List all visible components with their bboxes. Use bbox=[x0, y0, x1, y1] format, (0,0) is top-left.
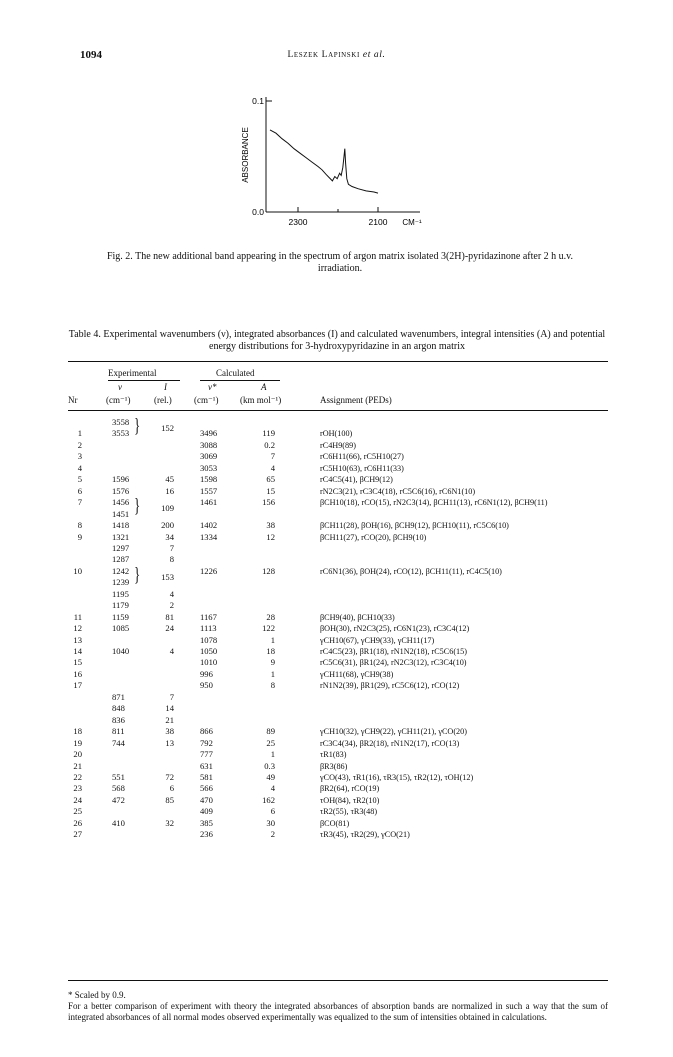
header-experimental-rule bbox=[108, 380, 180, 381]
cell-ca: 2 bbox=[270, 829, 275, 840]
table-row bbox=[68, 612, 608, 623]
cell-as: γCH10(67), γCH9(33), γCH11(17) bbox=[320, 635, 435, 645]
cell-ei: 7 bbox=[169, 691, 174, 702]
table-bottom-rule bbox=[68, 980, 608, 981]
table-row bbox=[68, 497, 608, 508]
cell-as: βR2(64), rCO(19) bbox=[320, 784, 380, 794]
header-unit-km: (km mol⁻¹) bbox=[240, 395, 282, 405]
cell-ev: 1596 bbox=[112, 474, 130, 485]
cell-ei: 21 bbox=[165, 714, 174, 725]
cell-cv: 236 bbox=[200, 829, 213, 840]
merge-brace: } bbox=[134, 413, 141, 437]
header-calculated-rule bbox=[200, 380, 280, 381]
cell-ev: 1195 bbox=[112, 588, 129, 599]
cell-ev: 1321 bbox=[112, 531, 130, 542]
cell-ca: 156 bbox=[262, 497, 275, 508]
header-i: I bbox=[164, 382, 167, 392]
cell-ca: 4 bbox=[270, 783, 275, 794]
cell-ca: 1 bbox=[270, 634, 275, 645]
table-row bbox=[68, 680, 608, 691]
cell-as: rC4H9(89) bbox=[320, 440, 356, 450]
cell-cv: 1010 bbox=[200, 657, 218, 668]
cell-cv: 409 bbox=[200, 806, 213, 817]
cell-ev: 811 bbox=[112, 726, 125, 737]
table-row bbox=[68, 761, 608, 772]
cell-nr: 8 bbox=[77, 520, 82, 531]
merge-brace: } bbox=[134, 562, 141, 586]
spectrum-series-line bbox=[270, 130, 378, 193]
cell-as: rOH(100) bbox=[320, 429, 353, 439]
cell-as: βCH9(40), βCH10(33) bbox=[320, 612, 395, 622]
cell-ev: 3558 bbox=[112, 417, 130, 427]
cell-cv: 385 bbox=[200, 817, 213, 828]
table-row bbox=[68, 474, 608, 485]
cell-nr: 26 bbox=[73, 817, 82, 828]
cell-ca: 25 bbox=[266, 737, 275, 748]
x-tick-label-2300: 2300 bbox=[288, 217, 308, 227]
cell-nr: 9 bbox=[77, 531, 82, 542]
y-bottom-label: 0.0 bbox=[252, 207, 264, 217]
cell-as: τR2(55), τR3(48) bbox=[320, 807, 378, 817]
cell-ev: 1040 bbox=[112, 646, 130, 656]
absorbance-spectrum bbox=[230, 87, 450, 247]
cell-ei: 7 bbox=[169, 542, 174, 553]
y-top-label: 0.1 bbox=[252, 96, 264, 106]
cell-ca: 9 bbox=[270, 657, 275, 668]
cell-as: rC4C5(41), βCH9(12) bbox=[320, 475, 393, 485]
cell-nr: 16 bbox=[73, 668, 82, 679]
cell-ei: 4 bbox=[169, 646, 174, 656]
table-row bbox=[68, 772, 608, 783]
table-row bbox=[68, 646, 608, 657]
cell-ev: 1297 bbox=[112, 542, 130, 553]
table-row bbox=[68, 577, 608, 588]
table-row bbox=[68, 726, 608, 737]
running-head bbox=[0, 50, 673, 60]
cell-nr: 15 bbox=[73, 657, 82, 668]
table-row bbox=[68, 451, 608, 462]
running-head-etal: et al. bbox=[362, 50, 386, 60]
cell-ca: 38 bbox=[266, 520, 275, 531]
merged-intensity: 153 bbox=[161, 571, 174, 582]
cell-cv: 3053 bbox=[200, 462, 218, 473]
cell-as: γCH11(68), γCH9(38) bbox=[320, 669, 394, 679]
cell-ei: 13 bbox=[165, 737, 174, 748]
cell-cv: 470 bbox=[200, 794, 213, 805]
cell-nr: 6 bbox=[77, 485, 82, 496]
header-unit-cm: (cm⁻¹) bbox=[106, 395, 131, 405]
header-calculated: Calculated bbox=[216, 368, 255, 378]
table-row bbox=[68, 520, 608, 531]
cell-ev: 836 bbox=[112, 714, 125, 725]
cell-cv: 3496 bbox=[200, 428, 218, 439]
cell-ev: 1576 bbox=[112, 485, 130, 496]
cell-nr: 11 bbox=[73, 611, 82, 622]
page-number: 1094 bbox=[80, 49, 102, 61]
cell-ca: 12 bbox=[266, 531, 275, 542]
cell-cv: 1598 bbox=[200, 474, 218, 485]
cell-ca: 162 bbox=[262, 794, 275, 805]
cell-nr: 21 bbox=[73, 760, 82, 771]
table-row bbox=[68, 795, 608, 806]
cell-ca: 128 bbox=[262, 565, 275, 576]
merged-intensity: 152 bbox=[161, 422, 174, 433]
cell-ei: 14 bbox=[165, 703, 174, 714]
table-row bbox=[68, 623, 608, 634]
cell-cv: 1402 bbox=[200, 520, 218, 531]
cell-cv: 1113 bbox=[200, 623, 217, 634]
cell-ei: 81 bbox=[165, 611, 174, 622]
cell-ca: 49 bbox=[266, 771, 275, 782]
cell-ev: 744 bbox=[112, 737, 125, 748]
table-footnotes bbox=[68, 990, 608, 1023]
cell-as: βCO(81) bbox=[320, 818, 350, 828]
table-row bbox=[68, 692, 608, 703]
cell-nr: 14 bbox=[73, 646, 82, 656]
figure-caption: Fig. 2. The new additional band appearing in the spectrum of argon matrix isolated 3(2H)-pyridazinone after 2 h u.v. irradiation. bbox=[106, 251, 574, 274]
cell-nr: 7 bbox=[77, 497, 82, 508]
cell-cv: 631 bbox=[200, 760, 213, 771]
cell-ei: 6 bbox=[169, 783, 174, 794]
cell-nr: 13 bbox=[73, 634, 82, 645]
cell-nr: 23 bbox=[73, 783, 82, 794]
table-row bbox=[68, 703, 608, 714]
table-row bbox=[68, 463, 608, 474]
table-row bbox=[68, 428, 608, 439]
cell-ev: 551 bbox=[112, 771, 125, 782]
header-nu: ν bbox=[118, 382, 122, 392]
cell-ev: 1456 bbox=[112, 497, 130, 508]
cell-ca: 0.3 bbox=[264, 760, 275, 771]
table-row bbox=[68, 715, 608, 726]
cell-as: γCH10(32), γCH9(22), γCH11(21), γCO(20) bbox=[320, 727, 467, 737]
table-caption: Table 4. Experimental wavenumbers (ν), integrated absorbances (I) and calculated wavenumbers, integral intensities (A) and potential energy distributions for 3-hydroxypyridazine in an argon matrix bbox=[68, 329, 606, 352]
cell-ca: 4 bbox=[270, 462, 275, 473]
table-row bbox=[68, 600, 608, 611]
cell-as: rN2C3(21), rC3C4(18), rC5C6(16), rC6N1(10) bbox=[320, 486, 476, 496]
cell-ca: 119 bbox=[262, 428, 275, 439]
cell-ei: 2 bbox=[169, 600, 174, 611]
cell-ev: 848 bbox=[112, 703, 125, 714]
cell-as: rC5H10(63), rC6H11(33) bbox=[320, 463, 404, 473]
footnote-scaled: * Scaled by 0.9. bbox=[68, 990, 126, 1000]
cell-ca: 18 bbox=[266, 646, 275, 656]
table-row bbox=[68, 806, 608, 817]
cell-ca: 0.2 bbox=[264, 439, 275, 450]
cell-ca: 15 bbox=[266, 485, 275, 496]
cell-cv: 1078 bbox=[200, 634, 218, 645]
table-row bbox=[68, 486, 608, 497]
cell-as: βCH10(18), rCO(15), rN2C3(14), βCH11(13), rC6N1(12), βCH9(11) bbox=[320, 498, 548, 508]
cell-nr: 25 bbox=[73, 806, 82, 817]
cell-as: τOH(84), τR2(10) bbox=[320, 795, 380, 805]
table-row bbox=[68, 589, 608, 600]
cell-ca: 122 bbox=[262, 623, 275, 634]
cell-nr: 5 bbox=[77, 474, 82, 485]
cell-ev: 1418 bbox=[112, 520, 130, 531]
cell-ev: 410 bbox=[112, 817, 125, 828]
cell-ev: 3553 bbox=[112, 428, 130, 439]
cell-ei: 85 bbox=[165, 794, 174, 805]
cell-cv: 1050 bbox=[200, 646, 218, 656]
cell-ei: 4 bbox=[169, 588, 174, 599]
x-unit-label: CM⁻¹ bbox=[402, 218, 422, 227]
cell-nr: 24 bbox=[73, 794, 82, 805]
cell-as: rC3C4(34), βR2(18), rN1N2(17), rCO(13) bbox=[320, 738, 460, 748]
cell-nr: 2 bbox=[77, 439, 82, 450]
table-row bbox=[68, 543, 608, 554]
cell-nr: 27 bbox=[73, 829, 82, 840]
cell-cv: 1557 bbox=[200, 485, 218, 496]
cell-cv: 866 bbox=[200, 726, 213, 737]
table-row bbox=[68, 829, 608, 840]
table-row bbox=[68, 554, 608, 565]
cell-cv: 581 bbox=[200, 771, 213, 782]
cell-cv: 1334 bbox=[200, 531, 218, 542]
cell-ei: 8 bbox=[169, 554, 174, 565]
cell-nr: 19 bbox=[73, 737, 82, 748]
cell-nr: 3 bbox=[77, 451, 82, 462]
cell-as: βCH11(28), βOH(16), βCH9(12), βCH10(11), rC5C6(10) bbox=[320, 521, 509, 531]
cell-ca: 6 bbox=[270, 806, 275, 817]
header-unit-cm-calc: (cm⁻¹) bbox=[194, 395, 219, 405]
cell-nr: 22 bbox=[73, 771, 82, 782]
cell-as: βCH11(27), rCO(20), βCH9(10) bbox=[320, 532, 427, 542]
cell-ca: 28 bbox=[266, 611, 275, 622]
cell-ei: 16 bbox=[165, 485, 174, 496]
cell-cv: 3088 bbox=[200, 439, 218, 450]
cell-ca: 1 bbox=[270, 668, 275, 679]
cell-ca: 8 bbox=[270, 680, 275, 691]
cell-as: τR1(83) bbox=[320, 750, 347, 760]
table-row bbox=[68, 440, 608, 451]
cell-ei: 24 bbox=[165, 623, 174, 634]
running-head-author: Leszek Lapinski bbox=[287, 50, 360, 60]
cell-as: rC6N1(36), βOH(24), rCO(12), βCH11(11), rC4C5(10) bbox=[320, 566, 502, 576]
x-tick-label-2100: 2100 bbox=[368, 217, 388, 227]
cell-ev: 1242 bbox=[112, 565, 130, 576]
cell-ca: 1 bbox=[270, 749, 275, 760]
cell-ev: 1085 bbox=[112, 623, 130, 634]
merged-intensity: 109 bbox=[161, 502, 174, 513]
table-row bbox=[68, 509, 608, 520]
cell-cv: 1461 bbox=[200, 497, 218, 508]
cell-nr: 4 bbox=[77, 462, 82, 473]
table-row bbox=[68, 738, 608, 749]
table-top-rule bbox=[68, 361, 608, 362]
cell-cv: 950 bbox=[200, 680, 213, 691]
cell-nr: 17 bbox=[73, 680, 82, 691]
cell-nr: 10 bbox=[73, 565, 82, 576]
cell-cv: 777 bbox=[200, 749, 213, 760]
cell-ca: 30 bbox=[266, 817, 275, 828]
cell-ev: 1159 bbox=[112, 611, 129, 622]
cell-ei: 34 bbox=[165, 531, 174, 542]
cell-ei: 200 bbox=[161, 520, 174, 531]
cell-ei: 38 bbox=[165, 726, 174, 737]
cell-cv: 566 bbox=[200, 783, 213, 794]
header-assignment: Assignment (PEDs) bbox=[320, 395, 392, 405]
table-row bbox=[68, 669, 608, 680]
header-experimental: Experimental bbox=[108, 368, 157, 378]
cell-ev: 1451 bbox=[112, 508, 130, 519]
cell-ev: 1287 bbox=[112, 554, 130, 565]
header-nu-star: ν* bbox=[208, 382, 217, 392]
cell-ev: 1239 bbox=[112, 577, 130, 588]
table-row bbox=[68, 818, 608, 829]
cell-nr: 12 bbox=[73, 623, 82, 634]
table-row bbox=[68, 566, 608, 577]
cell-as: βR3(86) bbox=[320, 761, 348, 771]
cell-ei: 45 bbox=[165, 474, 174, 485]
cell-ev: 568 bbox=[112, 783, 125, 794]
cell-cv: 3069 bbox=[200, 451, 218, 462]
table-row bbox=[68, 635, 608, 646]
table-row bbox=[68, 417, 608, 428]
cell-as: rN1N2(39), βR1(29), rC5C6(12), rCO(12) bbox=[320, 681, 460, 691]
cell-ca: 65 bbox=[266, 474, 275, 485]
cell-ei: 32 bbox=[165, 817, 174, 828]
header-unit-rel: (rel.) bbox=[154, 395, 172, 405]
header-nr: Nr bbox=[68, 395, 78, 405]
cell-as: rC4C5(23), βR1(18), rN1N2(18), rC5C6(15) bbox=[320, 647, 467, 656]
cell-cv: 996 bbox=[200, 668, 213, 679]
cell-nr: 1 bbox=[77, 428, 82, 439]
cell-as: γCO(43), τR1(16), τR3(15), τR2(12), τOH(12) bbox=[320, 772, 474, 782]
y-axis-label: ABSORBANCE bbox=[241, 127, 250, 183]
cell-nr: 18 bbox=[73, 726, 82, 737]
footnote-normalization: For a better comparison of experiment with theory the integrated absorbances of absorption bands are normalized in such a way that the sum of integrated absorbances of all normal modes observed experimentally was equalized to the sum of intensities obtained in calculations. bbox=[68, 1001, 608, 1022]
cell-cv: 1226 bbox=[200, 565, 218, 576]
cell-ev: 472 bbox=[112, 794, 125, 805]
cell-ca: 89 bbox=[266, 726, 275, 737]
cell-ev: 871 bbox=[112, 691, 125, 702]
cell-cv: 792 bbox=[200, 737, 213, 748]
table-row bbox=[68, 749, 608, 760]
table-row bbox=[68, 532, 608, 543]
merge-brace: } bbox=[134, 493, 141, 517]
cell-cv: 1167 bbox=[200, 611, 217, 622]
table-row bbox=[68, 783, 608, 794]
cell-ev: 1179 bbox=[112, 600, 129, 611]
header-a: A bbox=[261, 382, 267, 392]
cell-as: rC6H11(66), rC5H10(27) bbox=[320, 452, 404, 462]
cell-ca: 7 bbox=[270, 451, 275, 462]
cell-as: rC5C6(31), βR1(24), rN2C3(12), rC3C4(10) bbox=[320, 658, 467, 668]
cell-as: τR3(45), τR2(29), γCO(21) bbox=[320, 830, 410, 840]
cell-ei: 72 bbox=[165, 771, 174, 782]
cell-nr: 20 bbox=[73, 749, 82, 760]
cell-as: βOH(30), rN2C3(25), rC6N1(23), rC3C4(12) bbox=[320, 624, 470, 634]
header-bottom-rule bbox=[68, 410, 608, 411]
table-row bbox=[68, 657, 608, 668]
